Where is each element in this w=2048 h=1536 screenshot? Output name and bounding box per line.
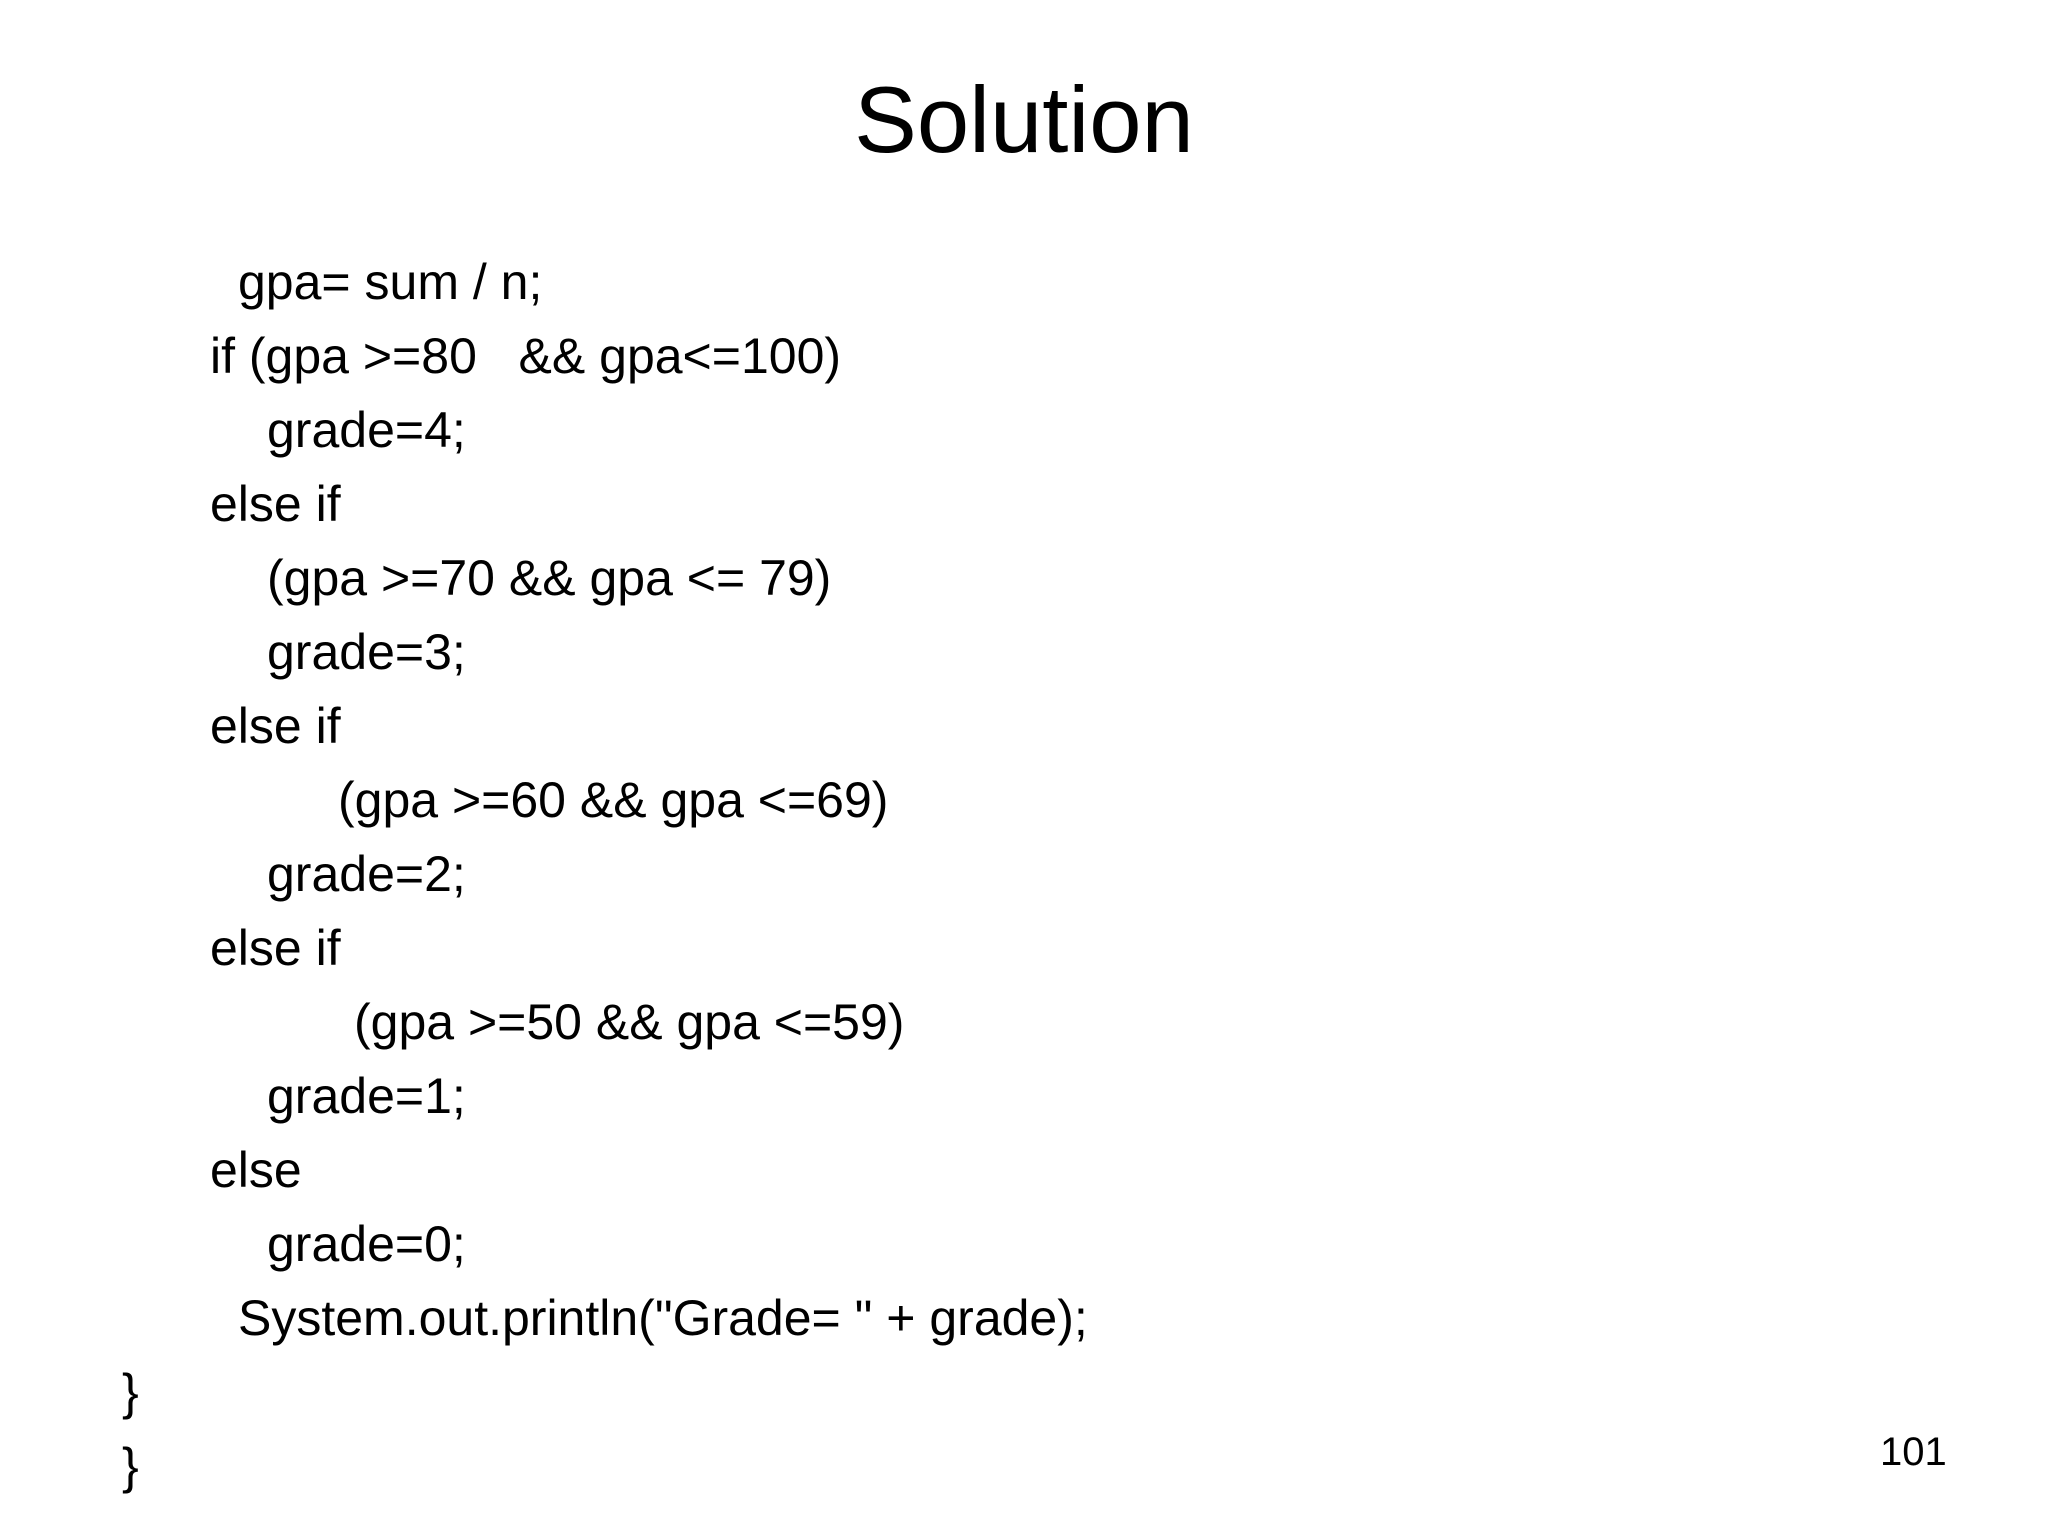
code-line: (gpa >=50 && gpa <=59) <box>354 994 905 1050</box>
code-line: grade=4; <box>267 402 466 458</box>
code-line: (gpa >=70 && gpa <= 79) <box>267 550 832 606</box>
closing-brace: } <box>122 1438 139 1494</box>
code-line: (gpa >=60 && gpa <=69) <box>338 772 889 828</box>
code-line: else if <box>210 698 341 754</box>
slide-title: Solution <box>854 67 1194 172</box>
page-number: 101 <box>1880 1430 1947 1474</box>
code-line: if (gpa >=80 && gpa<=100) <box>210 328 842 384</box>
code-line: else if <box>210 476 341 532</box>
code-line: grade=2; <box>267 846 466 902</box>
code-line: grade=3; <box>267 624 466 680</box>
code-line: grade=1; <box>267 1068 466 1124</box>
code-line: else <box>210 1142 302 1198</box>
code-line: else if <box>210 920 341 976</box>
closing-brace: } <box>122 1364 139 1420</box>
code-line: grade=0; <box>267 1216 466 1272</box>
code-line: System.out.println("Grade= " + grade); <box>238 1290 1088 1346</box>
code-line: gpa= sum / n; <box>238 254 543 310</box>
